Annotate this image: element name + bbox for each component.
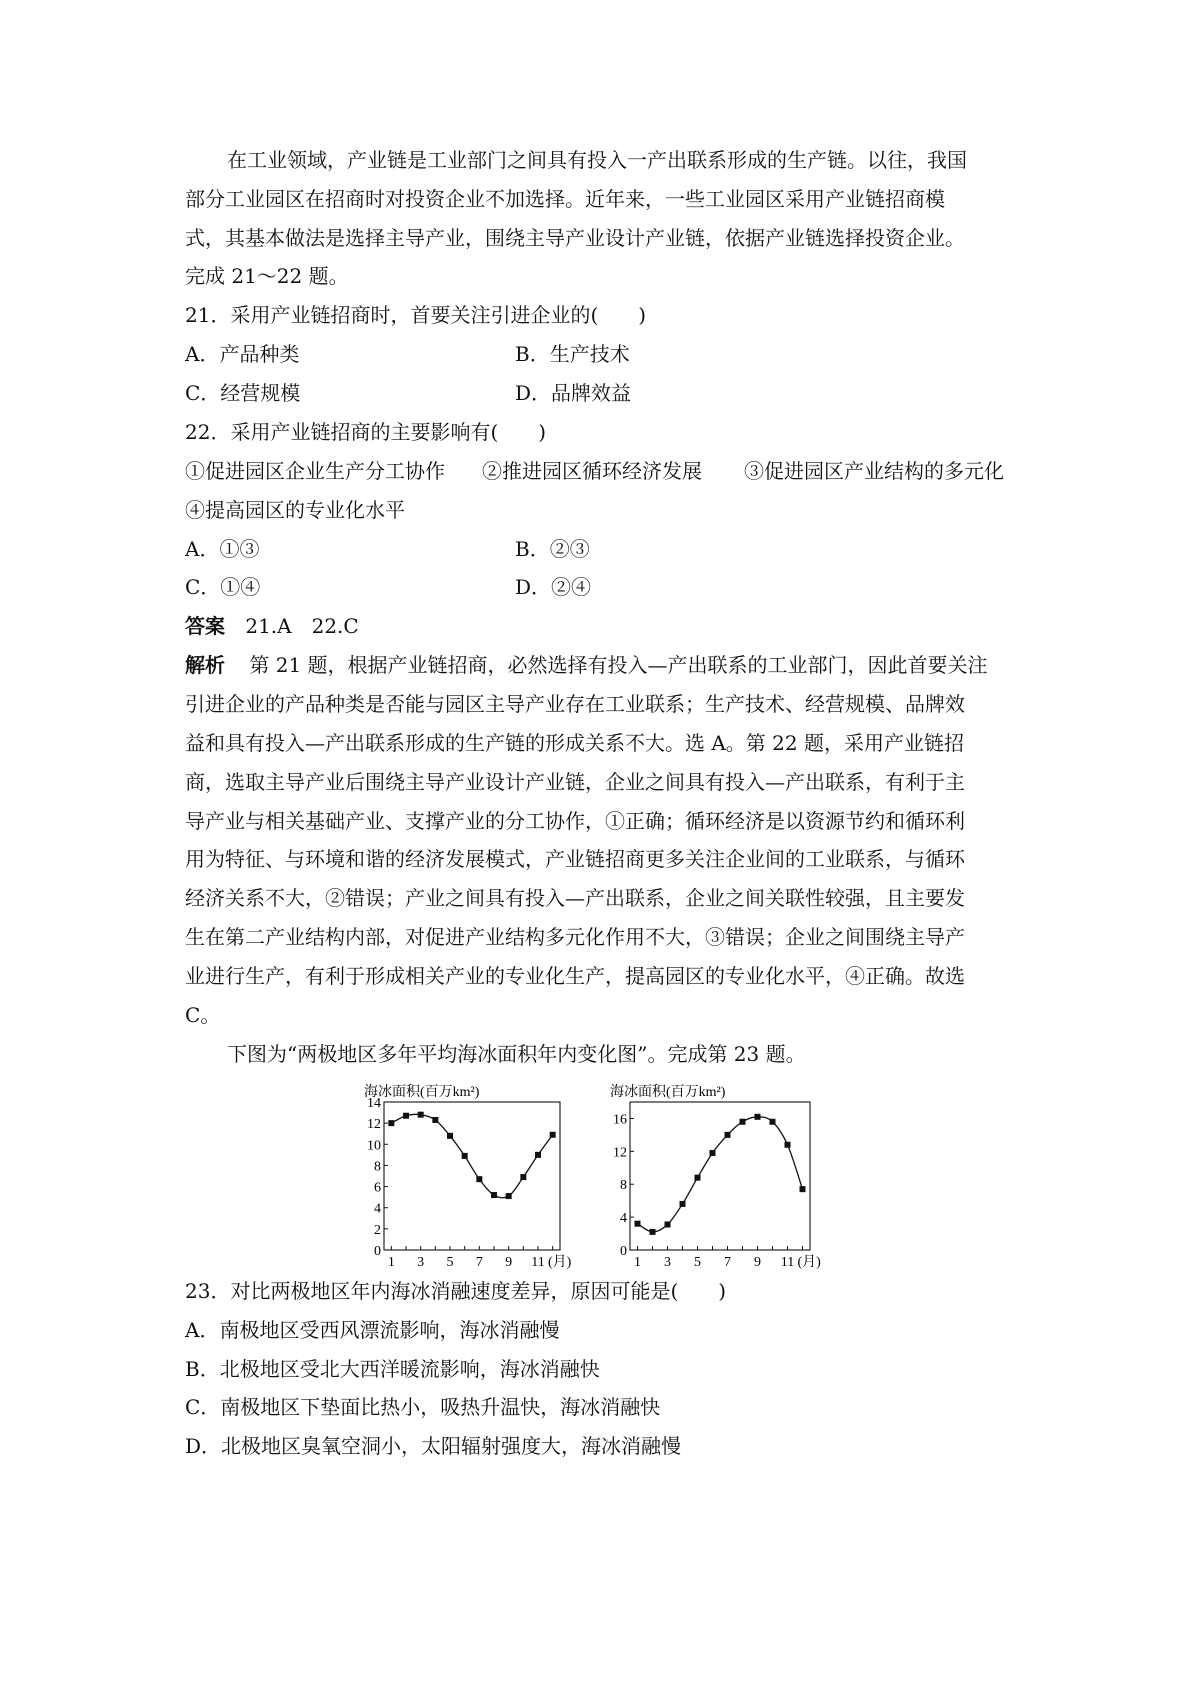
q22-option-c[interactable]: C．①④: [185, 575, 261, 599]
chart1-point-1: [635, 1221, 641, 1227]
chart1-series-line: [638, 1117, 803, 1232]
analysis-line-9: 业进行生产，有利于形成相关产业的专业化生产，提高园区的专业化水平，④正确。故选: [185, 964, 965, 988]
q22-option-b[interactable]: B．②③: [515, 537, 590, 561]
analysis-line-2: 引进企业的产品种类是否能与园区主导产业存在工业联系；生产技术、经营规模、品牌效: [185, 692, 965, 716]
chart-arctic: [364, 1082, 572, 1270]
answer-row: [185, 614, 359, 638]
q22-stem: 22．采用产业链招商的主要影响有( ): [185, 420, 547, 444]
analysis-line-10: C。: [185, 1003, 221, 1027]
chart0-xlabel: (月): [548, 1255, 572, 1270]
chart0-xtick-label-7: 7: [475, 1255, 483, 1270]
chart0-xtick-label-11: 11: [531, 1255, 545, 1270]
chart-antarctic: [600, 1082, 820, 1270]
analysis-line-1: 第 21 题，根据产业链招商，必然选择有投入—产出联系的工业部门，因此首要关注: [249, 653, 988, 677]
chart0-ytick-label-10: 10: [367, 1138, 381, 1154]
q23-stem: 23．对比两极地区年内海冰消融速度差异，原因可能是( ): [185, 1279, 727, 1303]
chart0-xtick-label-9: 9: [505, 1255, 513, 1270]
answer-label: 答案: [185, 614, 225, 638]
intro-line-4: 完成 21～22 题。: [185, 264, 349, 288]
chart0-point-12: [550, 1132, 556, 1138]
q22-option-d[interactable]: D．②④: [515, 575, 592, 599]
chart1-point-9: [755, 1114, 761, 1120]
chart0-ytick-label-6: 6: [374, 1180, 381, 1196]
chart1-point-4: [680, 1201, 686, 1207]
chart0-point-7: [476, 1176, 482, 1182]
chart1-point-10: [770, 1119, 776, 1125]
chart1-point-12: [800, 1186, 806, 1192]
chart0-point-1: [388, 1120, 394, 1126]
intro-line-2: 部分工业园区在招商时对投资企业不加选择。近年来，一些工业园区采用产业链招商模: [185, 187, 945, 211]
q22-statement-2: ②推进园区循环经济发展: [482, 459, 702, 483]
analysis-line-5: 导产业与相关基础产业、支撑产业的分工协作，①正确；循环经济是以资源节约和循环利: [185, 809, 965, 833]
chart0-ytick-label-2: 2: [374, 1222, 381, 1238]
chart1-xtick-label-5: 5: [694, 1255, 701, 1270]
chart0-point-10: [520, 1174, 526, 1180]
chart0-ytick-label-0: 0: [374, 1244, 381, 1259]
chart0-xtick-label-1: 1: [387, 1255, 395, 1270]
intro-line-1: 在工业领域，产业链是工业部门之间具有投入一产出联系形成的生产链。以往，我国: [227, 148, 967, 172]
chart1-point-5: [695, 1175, 701, 1181]
q23-option-d[interactable]: D．北极地区臭氧空洞小，太阳辐射强度大，海冰消融慢: [185, 1434, 682, 1458]
chart0-ytick-label-4: 4: [374, 1201, 381, 1217]
chart0-ytick-label-14: 14: [367, 1096, 381, 1111]
analysis-line-8: 生在第二产业结构内部，对促进产业结构多元化作用不大，③错误；企业之间围绕主导产: [185, 925, 965, 949]
chart1-ytick-label-12: 12: [613, 1145, 627, 1161]
chart1-xtick-label-7: 7: [724, 1255, 731, 1270]
chart1-xlabel: (月): [797, 1255, 821, 1270]
q21-option-d[interactable]: D．品牌效益: [515, 381, 632, 405]
analysis-line-6: 用为特征、与环境和谐的经济发展模式，产业链招商更多关注企业间的工业联系，与循环: [185, 847, 965, 871]
chart1-xtick-label-1: 1: [634, 1255, 641, 1270]
chart1-xtick-label-9: 9: [754, 1255, 761, 1270]
chart1-point-3: [665, 1222, 671, 1228]
chart0-point-5: [447, 1133, 453, 1139]
q23-option-b[interactable]: B．北极地区受北大西洋暖流影响，海冰消融快: [185, 1357, 600, 1381]
chart0-series-line: [391, 1114, 552, 1197]
chart1-ytick-label-16: 16: [613, 1112, 627, 1128]
analysis-line-4: 商，选取主导产业后围绕主导产业设计产业链，企业之间具有投入—产出联系，有利于主: [185, 770, 965, 794]
q22-option-a[interactable]: A．①③: [185, 537, 260, 561]
analysis-line-7: 经济关系不大，②错误；产业之间具有投入—产出联系，企业之间关联性较强，且主要发: [185, 886, 965, 910]
chart1-xtick-label-3: 3: [664, 1255, 671, 1270]
q22-statement-4: ④提高园区的专业化水平: [185, 498, 405, 522]
chart0-point-8: [491, 1192, 497, 1198]
chart1-ylabel: 海冰面积(百万km²): [610, 1085, 726, 1100]
chart1-xtick-label-11: 11: [780, 1255, 795, 1270]
chart1-point-2: [650, 1229, 656, 1235]
chart0-point-11: [535, 1152, 541, 1158]
analysis-first-line: [185, 653, 988, 677]
q23-option-a[interactable]: A．南极地区受西风漂流影响，海冰消融慢: [185, 1318, 560, 1342]
q22-statement-3: ③促进园区产业结构的多元化: [744, 459, 1004, 483]
chart1-point-8: [740, 1119, 746, 1125]
q21-option-c[interactable]: C．经营规模: [185, 381, 301, 405]
chart1-point-7: [725, 1132, 731, 1138]
chart0-ylabel: 海冰面积(百万km²): [364, 1085, 480, 1100]
chart1-point-11: [785, 1142, 791, 1148]
chart1-ytick-label-0: 0: [620, 1244, 627, 1259]
q21-stem: 21．采用产业链招商时，首要关注引进企业的( ): [185, 303, 647, 327]
chart0-xtick-label-3: 3: [417, 1255, 425, 1270]
chart0-ytick-label-12: 12: [367, 1117, 381, 1133]
chart0-point-3: [418, 1112, 424, 1118]
chart0-xtick-label-5: 5: [446, 1255, 454, 1270]
q23-option-c[interactable]: C．南极地区下垫面比热小，吸热升温快，海冰消融快: [185, 1395, 661, 1419]
chart1-point-6: [710, 1150, 716, 1156]
intro-line-3: 式，其基本做法是选择主导产业，围绕主导产业设计产业链，依据产业链选择投资企业。: [185, 226, 965, 250]
chart0-point-9: [506, 1193, 512, 1199]
chart0-ytick-label-8: 8: [374, 1159, 381, 1175]
q21-option-b[interactable]: B．生产技术: [515, 342, 630, 366]
analysis-line-3: 益和具有投入—产出联系形成的生产链的形成关系不大。选 A。第 22 题，采用产业链招: [185, 731, 964, 755]
answer-value: 21.A 22.C: [245, 614, 359, 638]
q21-option-a[interactable]: A．产品种类: [185, 342, 300, 366]
chart1-ytick-label-4: 4: [620, 1211, 627, 1227]
chart0-point-4: [432, 1117, 438, 1123]
chart0-frame: [384, 1102, 560, 1250]
chart0-point-6: [462, 1153, 468, 1159]
chart1-frame: [630, 1102, 810, 1250]
chart0-point-2: [403, 1113, 409, 1119]
q22-statement-1: ①促进园区企业生产分工协作: [185, 459, 445, 483]
analysis-label: 解析: [185, 653, 225, 677]
chart1-ytick-label-8: 8: [620, 1178, 627, 1194]
figure-intro: 下图为“两极地区多年平均海冰面积年内变化图”。完成第 23 题。: [227, 1042, 806, 1066]
